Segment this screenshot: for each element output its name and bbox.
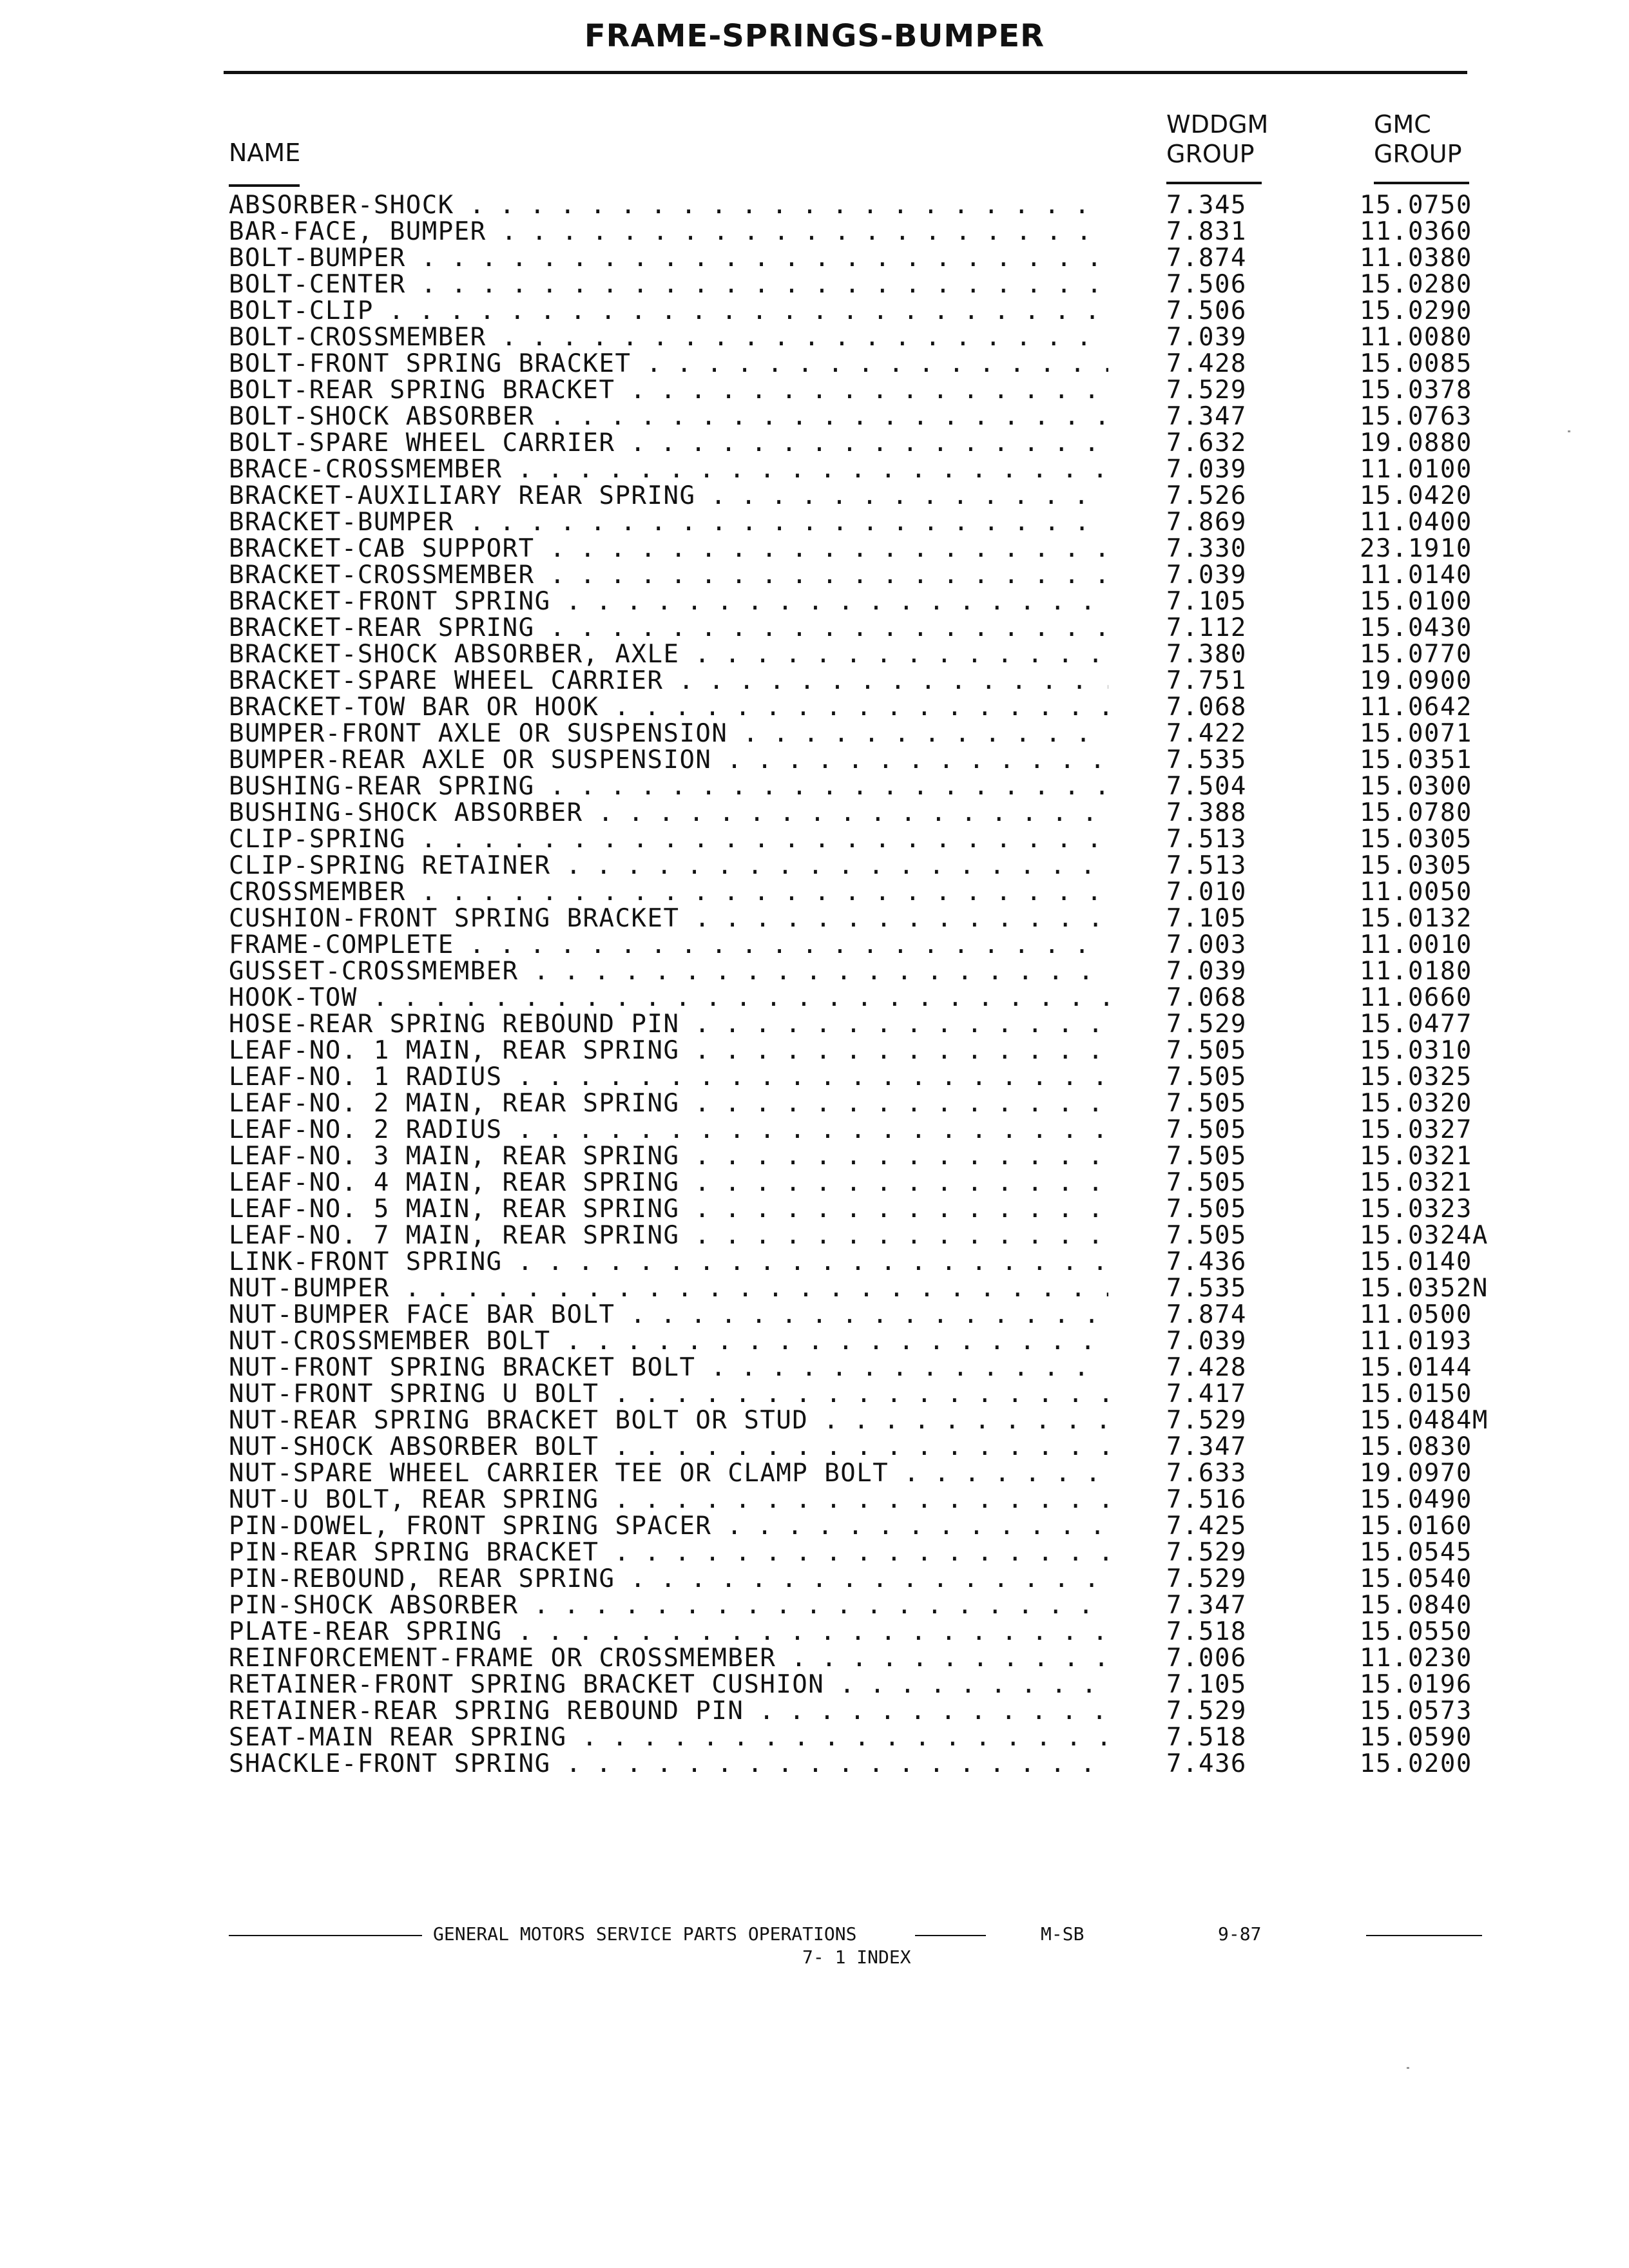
table-row (229, 1698, 1518, 1724)
wddgm-group: 7.039 (1166, 1327, 1247, 1356)
gmc-group: 15.0310 (1360, 1036, 1472, 1065)
wddgm-group: 7.105 (1166, 904, 1247, 933)
table-row (229, 879, 1518, 905)
wddgm-group: 7.526 (1166, 481, 1247, 510)
wddgm-group: 7.831 (1166, 217, 1247, 246)
wddgm-group: 7.112 (1166, 613, 1247, 642)
table-row (229, 1645, 1518, 1671)
part-name: PIN-DOWEL, FRONT SPRING SPACER . . . (229, 1513, 1108, 1539)
gmc-group: 15.0545 (1360, 1538, 1472, 1567)
wddgm-group: 7.505 (1166, 1142, 1247, 1171)
table-row (229, 1486, 1518, 1513)
part-name: CUSHION-FRONT SPRING BRACKET . . . (229, 905, 1108, 932)
part-name: CLIP-SPRING . . . (229, 826, 1108, 852)
gmc-group: 19.0970 (1360, 1459, 1472, 1488)
wddgm-group: 7.105 (1166, 1670, 1247, 1699)
wddgm-group: 7.505 (1166, 1195, 1247, 1224)
gmc-group: 15.0321 (1360, 1142, 1472, 1171)
table-row (229, 1592, 1518, 1619)
gmc-group: 15.0200 (1360, 1749, 1472, 1778)
part-name: BUMPER-REAR AXLE OR SUSPENSION . . . (229, 747, 1108, 773)
gmc-group: 15.0196 (1360, 1670, 1472, 1699)
part-name: BRACKET-SPARE WHEEL CARRIER . . . (229, 668, 1108, 694)
table-row (229, 1460, 1518, 1486)
gmc-group: 11.0400 (1360, 508, 1472, 537)
part-name: BOLT-CROSSMEMBER . . . (229, 324, 1108, 351)
page-footer (0, 1923, 1629, 2001)
gmc-group: 23.1910 (1360, 534, 1472, 563)
wddgm-group: 7.504 (1166, 772, 1247, 801)
name-header-underline (229, 184, 300, 187)
wddgm-group: 7.529 (1166, 1010, 1247, 1039)
table-row (229, 800, 1518, 826)
table-row (229, 1539, 1518, 1566)
part-name: BUSHING-REAR SPRING . . . (229, 773, 1108, 800)
table-row (229, 1354, 1518, 1381)
wddgm-group: 7.874 (1166, 244, 1247, 273)
table-row (229, 192, 1518, 218)
column-header-wddgm-line1: WDDGM (1166, 110, 1269, 139)
gmc-group: 11.0080 (1360, 323, 1472, 352)
part-name: NUT-U BOLT, REAR SPRING . . . (229, 1486, 1108, 1513)
footer-organization: GENERAL MOTORS SERVICE PARTS OPERATIONS (433, 1923, 857, 1945)
part-name: NUT-BUMPER . . . (229, 1275, 1108, 1302)
wddgm-group: 7.380 (1166, 640, 1247, 669)
table-row (229, 932, 1518, 958)
table-row (229, 1222, 1518, 1249)
gmc-group: 15.0300 (1360, 772, 1472, 801)
gmc-group: 11.0642 (1360, 693, 1472, 722)
wddgm-group: 7.529 (1166, 1538, 1247, 1567)
wddgm-group: 7.345 (1166, 191, 1247, 220)
table-row (229, 324, 1518, 351)
scan-speck (1407, 2067, 1409, 2069)
wddgm-group: 7.506 (1166, 296, 1247, 325)
gmc-group: 11.0660 (1360, 983, 1472, 1012)
part-name: NUT-FRONT SPRING U BOLT . . . (229, 1381, 1108, 1407)
wddgm-group: 7.436 (1166, 1749, 1247, 1778)
table-row (229, 509, 1518, 535)
table-row (229, 985, 1518, 1011)
table-row (229, 1302, 1518, 1328)
footer-rule-middle (915, 1935, 986, 1936)
gmc-header-underline (1374, 182, 1469, 184)
part-name: RETAINER-REAR SPRING REBOUND PIN . . . (229, 1698, 1108, 1724)
wddgm-group: 7.436 (1166, 1247, 1247, 1276)
part-name: BOLT-SPARE WHEEL CARRIER . . . (229, 430, 1108, 456)
gmc-group: 15.0144 (1360, 1353, 1472, 1382)
gmc-group: 15.0100 (1360, 587, 1472, 616)
table-row (229, 298, 1518, 324)
part-name: PLATE-REAR SPRING . . . (229, 1619, 1108, 1645)
gmc-group: 15.0430 (1360, 613, 1472, 642)
gmc-group: 15.0750 (1360, 191, 1472, 220)
gmc-group: 11.0500 (1360, 1300, 1472, 1329)
part-name: LEAF-NO. 2 MAIN, REAR SPRING . . . (229, 1090, 1108, 1117)
part-name: BRACKET-FRONT SPRING . . . (229, 588, 1108, 615)
column-header-name: NAME (229, 139, 301, 167)
gmc-group: 15.0290 (1360, 296, 1472, 325)
part-name: FRAME-COMPLETE . . . (229, 932, 1108, 958)
gmc-group: 11.0360 (1360, 217, 1472, 246)
wddgm-group: 7.347 (1166, 402, 1247, 431)
part-name: BOLT-CLIP . . . (229, 298, 1108, 324)
part-name: LINK-FRONT SPRING . . . (229, 1249, 1108, 1275)
wddgm-group: 7.428 (1166, 349, 1247, 378)
wddgm-group: 7.529 (1166, 1696, 1247, 1725)
table-row (229, 245, 1518, 271)
gmc-group: 15.0490 (1360, 1485, 1472, 1514)
column-header-wddgm (1166, 110, 1268, 169)
table-row (229, 1513, 1518, 1539)
part-name: PIN-SHOCK ABSORBER . . . (229, 1592, 1108, 1619)
part-name: NUT-SPARE WHEEL CARRIER TEE OR CLAMP BOLT . . . (229, 1460, 1108, 1486)
table-row (229, 615, 1518, 641)
part-name: NUT-REAR SPRING BRACKET BOLT OR STUD . . . (229, 1407, 1108, 1434)
wddgm-group: 7.039 (1166, 455, 1247, 484)
part-name: REINFORCEMENT-FRAME OR CROSSMEMBER . . . (229, 1645, 1108, 1671)
wddgm-group: 7.518 (1166, 1617, 1247, 1646)
gmc-group: 15.0321 (1360, 1168, 1472, 1197)
gmc-group: 11.0100 (1360, 455, 1472, 484)
gmc-group: 15.0327 (1360, 1115, 1472, 1144)
scan-speck (1568, 430, 1570, 432)
part-name: ABSORBER-SHOCK . . . (229, 192, 1108, 218)
gmc-group: 15.0840 (1360, 1591, 1472, 1620)
table-row (229, 1724, 1518, 1751)
wddgm-group: 7.505 (1166, 1168, 1247, 1197)
part-name: HOOK-TOW . . . (229, 985, 1108, 1011)
column-header-gmc (1374, 110, 1462, 169)
table-row (229, 1064, 1518, 1090)
table-row (229, 958, 1518, 985)
gmc-group: 15.0352N (1360, 1274, 1489, 1303)
wddgm-group: 7.428 (1166, 1353, 1247, 1382)
wddgm-group: 7.425 (1166, 1512, 1247, 1541)
table-row (229, 1169, 1518, 1196)
wddgm-group: 7.529 (1166, 376, 1247, 405)
wddgm-group: 7.347 (1166, 1591, 1247, 1620)
wddgm-group: 7.869 (1166, 508, 1247, 537)
part-name: BOLT-BUMPER . . . (229, 245, 1108, 271)
gmc-group: 15.0420 (1360, 481, 1472, 510)
part-name: LEAF-NO. 1 RADIUS . . . (229, 1064, 1108, 1090)
column-header-gmc-line1: GMC (1374, 110, 1431, 139)
gmc-group: 15.0280 (1360, 270, 1472, 299)
gmc-group: 15.0770 (1360, 640, 1472, 669)
table-row (229, 456, 1518, 483)
part-name: BRACE-CROSSMEMBER . . . (229, 456, 1108, 483)
table-row (229, 351, 1518, 377)
table-row (229, 588, 1518, 615)
table-row (229, 747, 1518, 773)
gmc-group: 15.0780 (1360, 798, 1472, 827)
table-row (229, 1037, 1518, 1064)
table-row (229, 535, 1518, 562)
table-row (229, 1011, 1518, 1037)
gmc-group: 15.0477 (1360, 1010, 1472, 1039)
table-row (229, 1143, 1518, 1169)
part-name: NUT-CROSSMEMBER BOLT . . . (229, 1328, 1108, 1354)
gmc-group: 15.0071 (1360, 719, 1472, 748)
wddgm-group: 7.513 (1166, 825, 1247, 854)
table-row (229, 562, 1518, 588)
part-name: BRACKET-TOW BAR OR HOOK . . . (229, 694, 1108, 720)
gmc-group: 11.0050 (1360, 878, 1472, 907)
table-row (229, 826, 1518, 852)
wddgm-group: 7.505 (1166, 1036, 1247, 1065)
part-name: CLIP-SPRING RETAINER . . . (229, 852, 1108, 879)
wddgm-group: 7.505 (1166, 1062, 1247, 1091)
part-name: BRACKET-REAR SPRING . . . (229, 615, 1108, 641)
gmc-group: 15.0573 (1360, 1696, 1472, 1725)
table-row (229, 1671, 1518, 1698)
wddgm-group: 7.535 (1166, 745, 1247, 774)
part-name: LEAF-NO. 5 MAIN, REAR SPRING . . . (229, 1196, 1108, 1222)
gmc-group: 15.0132 (1360, 904, 1472, 933)
part-name: BOLT-FRONT SPRING BRACKET . . . (229, 351, 1108, 377)
gmc-group: 11.0193 (1360, 1327, 1472, 1356)
part-name: PIN-REAR SPRING BRACKET . . . (229, 1539, 1108, 1566)
table-row (229, 1196, 1518, 1222)
wddgm-group: 7.505 (1166, 1115, 1247, 1144)
wddgm-group: 7.505 (1166, 1089, 1247, 1118)
footer-date: 9-87 (1218, 1923, 1262, 1945)
gmc-group: 11.0230 (1360, 1644, 1472, 1673)
part-name: BRACKET-SHOCK ABSORBER, AXLE . . . (229, 641, 1108, 668)
column-header-gmc-line2: GROUP (1374, 140, 1462, 168)
wddgm-group: 7.330 (1166, 534, 1247, 563)
part-name: BUSHING-SHOCK ABSORBER . . . (229, 800, 1108, 826)
gmc-group: 15.0323 (1360, 1195, 1472, 1224)
title-rule (224, 71, 1467, 74)
wddgm-group: 7.417 (1166, 1379, 1247, 1408)
wddgm-header-underline (1166, 182, 1262, 184)
part-name: NUT-BUMPER FACE BAR BOLT . . . (229, 1302, 1108, 1328)
wddgm-group: 7.039 (1166, 323, 1247, 352)
part-name: PIN-REBOUND, REAR SPRING . . . (229, 1566, 1108, 1592)
table-row (229, 641, 1518, 668)
gmc-group: 15.0325 (1360, 1062, 1472, 1091)
part-name: LEAF-NO. 3 MAIN, REAR SPRING . . . (229, 1143, 1108, 1169)
wddgm-group: 7.518 (1166, 1723, 1247, 1752)
gmc-group: 15.0150 (1360, 1379, 1472, 1408)
table-row (229, 218, 1518, 245)
wddgm-group: 7.505 (1166, 1221, 1247, 1250)
table-row (229, 1619, 1518, 1645)
table-row (229, 694, 1518, 720)
table-row (229, 1751, 1518, 1777)
gmc-group: 11.0140 (1360, 561, 1472, 590)
part-name: BUMPER-FRONT AXLE OR SUSPENSION . . . (229, 720, 1108, 747)
wddgm-group: 7.422 (1166, 719, 1247, 748)
part-name: BRACKET-CAB SUPPORT . . . (229, 535, 1108, 562)
part-name: BOLT-CENTER . . . (229, 271, 1108, 298)
table-row (229, 430, 1518, 456)
gmc-group: 15.0160 (1360, 1512, 1472, 1541)
wddgm-group: 7.633 (1166, 1459, 1247, 1488)
gmc-group: 15.0484M (1360, 1406, 1489, 1435)
footer-manual-code: M-SB (1041, 1923, 1084, 1945)
part-name: BOLT-SHOCK ABSORBER . . . (229, 403, 1108, 430)
table-row (229, 1249, 1518, 1275)
wddgm-group: 7.105 (1166, 587, 1247, 616)
table-row (229, 773, 1518, 800)
gmc-group: 19.0880 (1360, 428, 1472, 457)
wddgm-group: 7.535 (1166, 1274, 1247, 1303)
gmc-group: 15.0763 (1360, 402, 1472, 431)
gmc-group: 15.0351 (1360, 745, 1472, 774)
part-name: NUT-FRONT SPRING BRACKET BOLT . . . (229, 1354, 1108, 1381)
gmc-group: 15.0305 (1360, 825, 1472, 854)
gmc-group: 15.0320 (1360, 1089, 1472, 1118)
footer-rule-right (1366, 1935, 1482, 1936)
part-name: LEAF-NO. 7 MAIN, REAR SPRING . . . (229, 1222, 1108, 1249)
table-row (229, 1407, 1518, 1434)
gmc-group: 11.0010 (1360, 930, 1472, 959)
wddgm-group: 7.874 (1166, 1300, 1247, 1329)
part-name: GUSSET-CROSSMEMBER . . . (229, 958, 1108, 985)
gmc-group: 19.0900 (1360, 666, 1472, 695)
parts-index-list (229, 192, 1518, 1777)
table-row (229, 1275, 1518, 1302)
wddgm-group: 7.751 (1166, 666, 1247, 695)
part-name: BOLT-REAR SPRING BRACKET . . . (229, 377, 1108, 403)
gmc-group: 15.0324A (1360, 1221, 1489, 1250)
wddgm-group: 7.513 (1166, 851, 1247, 880)
wddgm-group: 7.006 (1166, 1644, 1247, 1673)
part-name: BRACKET-BUMPER . . . (229, 509, 1108, 535)
wddgm-group: 7.632 (1166, 428, 1247, 457)
wddgm-group: 7.388 (1166, 798, 1247, 827)
footer-rule-left (229, 1935, 422, 1936)
gmc-group: 15.0085 (1360, 349, 1472, 378)
wddgm-group: 7.003 (1166, 930, 1247, 959)
wddgm-group: 7.039 (1166, 957, 1247, 986)
table-row (229, 720, 1518, 747)
gmc-group: 15.0378 (1360, 376, 1472, 405)
gmc-group: 11.0380 (1360, 244, 1472, 273)
table-row (229, 1381, 1518, 1407)
wddgm-group: 7.039 (1166, 561, 1247, 590)
page-title: FRAME-SPRINGS-BUMPER (584, 18, 1045, 54)
table-row (229, 271, 1518, 298)
wddgm-group: 7.529 (1166, 1564, 1247, 1593)
wddgm-group: 7.068 (1166, 983, 1247, 1012)
gmc-group: 15.0830 (1360, 1432, 1472, 1461)
gmc-group: 11.0180 (1360, 957, 1472, 986)
table-row (229, 852, 1518, 879)
wddgm-group: 7.529 (1166, 1406, 1247, 1435)
table-row (229, 1434, 1518, 1460)
table-row (229, 905, 1518, 932)
wddgm-group: 7.347 (1166, 1432, 1247, 1461)
table-row (229, 377, 1518, 403)
part-name: NUT-SHOCK ABSORBER BOLT . . . (229, 1434, 1108, 1460)
wddgm-group: 7.010 (1166, 878, 1247, 907)
wddgm-group: 7.506 (1166, 270, 1247, 299)
gmc-group: 15.0540 (1360, 1564, 1472, 1593)
part-name: RETAINER-FRONT SPRING BRACKET CUSHION . . . (229, 1671, 1108, 1698)
part-name: BRACKET-CROSSMEMBER . . . (229, 562, 1108, 588)
part-name: LEAF-NO. 1 MAIN, REAR SPRING . . . (229, 1037, 1108, 1064)
footer-index: 7- 1 INDEX (802, 1946, 911, 1968)
gmc-group: 15.0140 (1360, 1247, 1472, 1276)
gmc-group: 15.0550 (1360, 1617, 1472, 1646)
table-row (229, 668, 1518, 694)
part-name: SHACKLE-FRONT SPRING . . . (229, 1751, 1108, 1777)
part-name: BAR-FACE, BUMPER . . . (229, 218, 1108, 245)
part-name: CROSSMEMBER . . . (229, 879, 1108, 905)
part-name: SEAT-MAIN REAR SPRING . . . (229, 1724, 1108, 1751)
gmc-group: 15.0305 (1360, 851, 1472, 880)
table-row (229, 403, 1518, 430)
gmc-group: 15.0590 (1360, 1723, 1472, 1752)
table-row (229, 483, 1518, 509)
table-row (229, 1328, 1518, 1354)
wddgm-group: 7.068 (1166, 693, 1247, 722)
table-row (229, 1566, 1518, 1592)
wddgm-group: 7.516 (1166, 1485, 1247, 1514)
part-name: HOSE-REAR SPRING REBOUND PIN . . . (229, 1011, 1108, 1037)
table-row (229, 1090, 1518, 1117)
column-header-wddgm-line2: GROUP (1166, 140, 1255, 168)
part-name: LEAF-NO. 4 MAIN, REAR SPRING . . . (229, 1169, 1108, 1196)
part-name: LEAF-NO. 2 RADIUS . . . (229, 1117, 1108, 1143)
table-row (229, 1117, 1518, 1143)
part-name: BRACKET-AUXILIARY REAR SPRING . . . (229, 483, 1108, 509)
